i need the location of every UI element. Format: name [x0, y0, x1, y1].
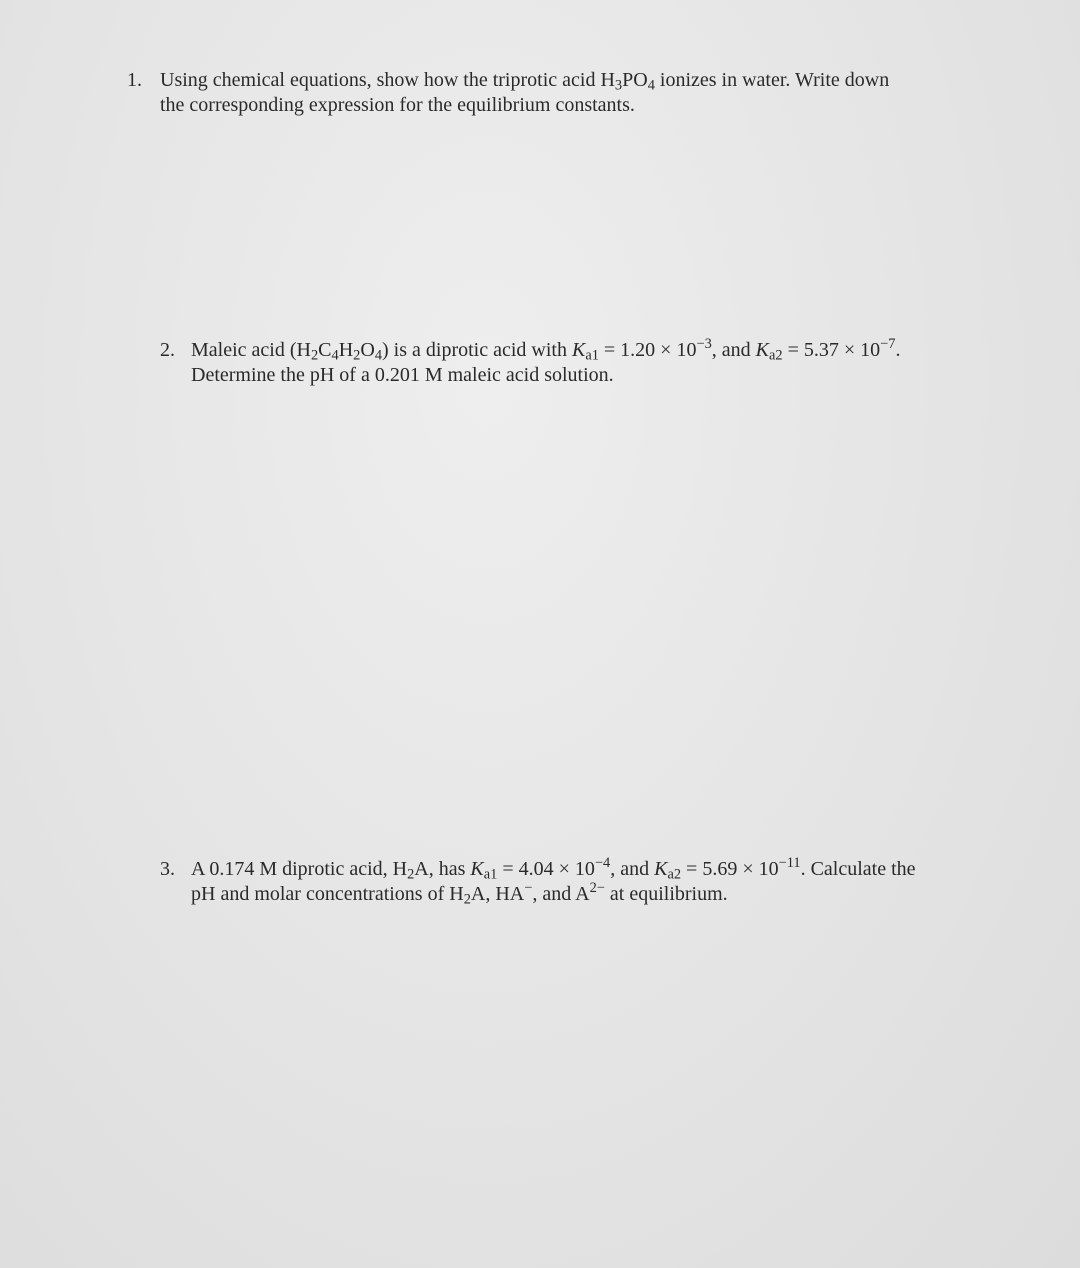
- question-text-line-2: the corresponding expression for the equilibrium constants.: [160, 94, 635, 116]
- question-text-line-2: pH and molar concentrations of $H_2A$, HA−, and $A^{2-}$ at equilibrium.: [191, 880, 728, 908]
- question-1: [127, 68, 890, 118]
- question-3: [160, 855, 916, 908]
- question-text-line-1: Maleic acid $(H_2C_4H_2O_4)$ is a diprotic acid with $K_{a1} = 1.20 \times 10^{-3}$, and $K_{a2} = 5.37 \times 10^{-7}$.: [191, 336, 901, 364]
- question-text-line-1: A 0.174 M diprotic acid, $H_2A$, has $K_{a1} = 4.04 \times 10^{-4}$, and $K_{a2} = 5.69 \times 10^{-11}$. Calculate the: [191, 855, 916, 883]
- question-text-line-2: Determine the pH of a 0.201 M maleic acid solution.: [191, 364, 614, 386]
- question-number: 3.: [160, 858, 175, 880]
- question-2: [160, 336, 901, 388]
- question-number: 1.: [127, 69, 142, 91]
- question-text-line-1: Using chemical equations, show how the triprotic acid $H_3PO_4$ ionizes in water. Write down: [160, 69, 890, 94]
- question-number: 2.: [160, 339, 175, 361]
